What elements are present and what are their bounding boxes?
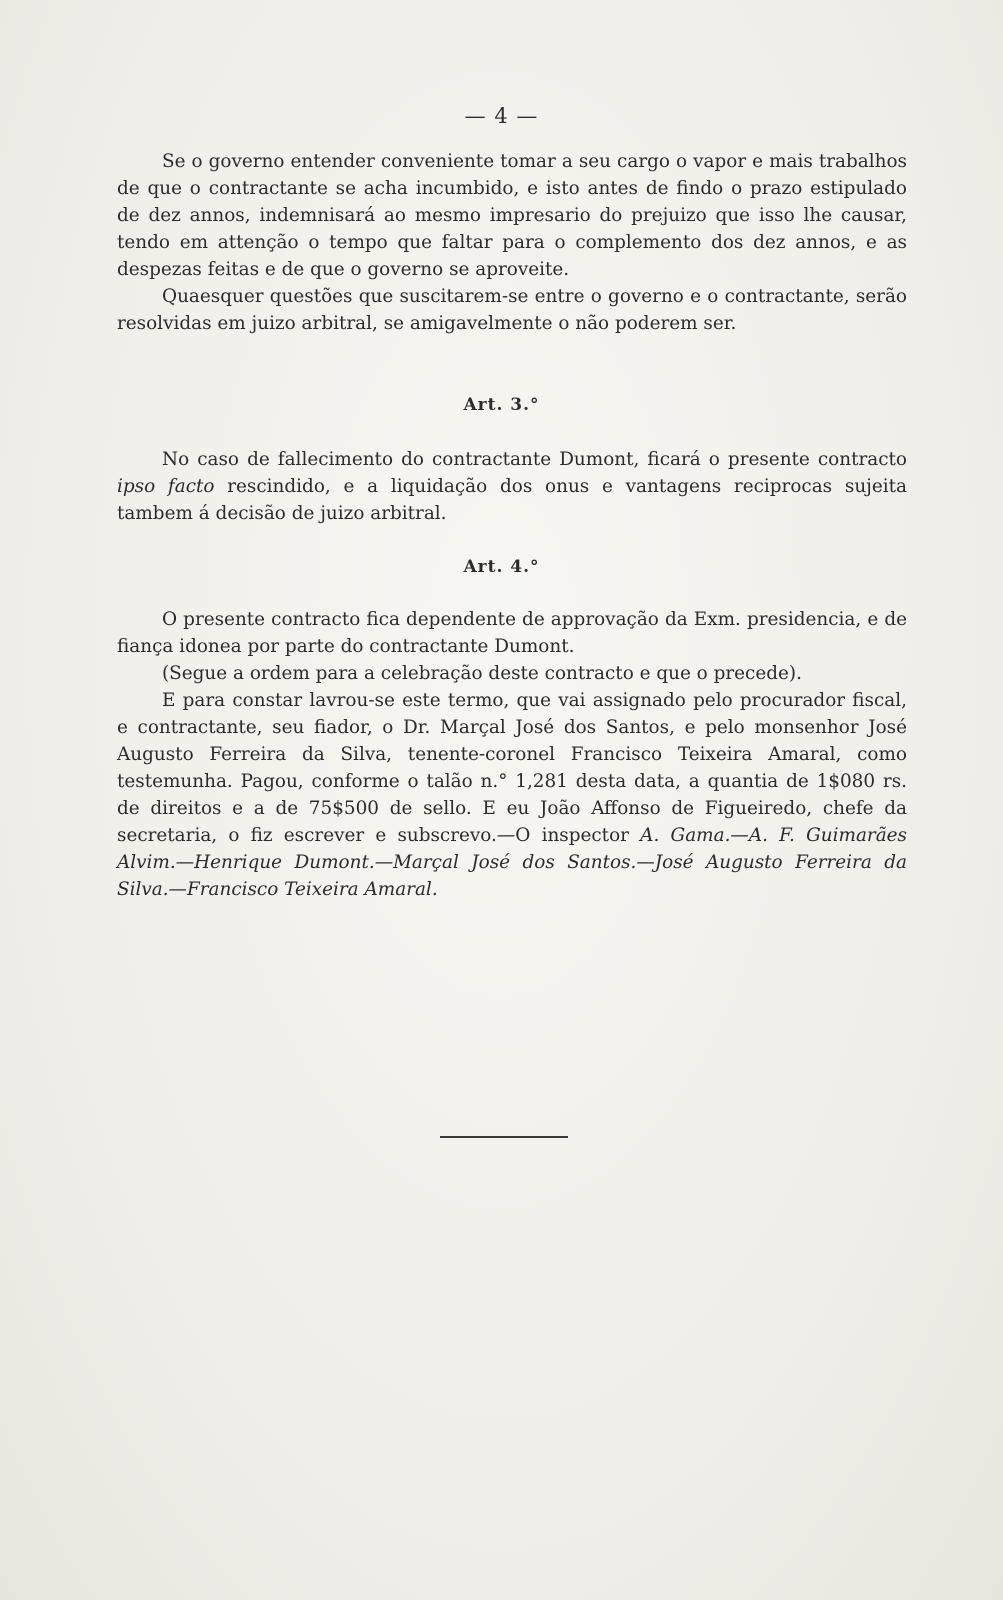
paragraph-constar: E para constar lavrou-se este termo, que vai assignado pelo procurador fiscal, e contractante, seu fiador, o Dr. Marçal José dos Santos, e pelo monsenhor José Augusto Ferreira da Silva, tenente-coronel Francisco Teixeira Amaral, como testemunha. Pagou, conforme o talão n.° 1,281 desta data, a quantia de 1$080 rs. de direitos e a de 75$500 de sello. E eu João Affonso de Figueiredo, chefe da secretaria, o fiz escrever e subscrevo.—O inspector A. Gama.—A. F. Guimarães Alvim.—Henrique Dumont.—Marçal José dos Santos.—José Augusto Ferreira da Silva.—Francisco Teixeira Amaral.	[117, 690, 907, 900]
section-art4	[117, 606, 907, 903]
signature-gama: A. Gama.—	[640, 825, 749, 846]
paragraph-governo: Se o governo entender conveniente tomar a seu cargo o vapor e mais trabalhos de que o contractante se acha incumbido, e isto antes de findo o prazo estipulado de dez annos, indemnisará ao mesmo impresario do prejuizo que isso lhe causar, tendo em attenção o tempo que faltar para o complemento dos dez annos, e as despezas feitas e de que o governo se aproveite.	[117, 151, 907, 280]
section-intro	[117, 148, 907, 337]
signature-silva: José Augusto Ferreira da Silva.—	[117, 852, 907, 900]
section-art3	[117, 446, 907, 527]
signature-dumont: Henrique Dumont.—	[194, 852, 394, 873]
article-4-heading: Art. 4.°	[463, 557, 540, 577]
signature-alvim: A. F. Guimarães Alvim.—	[117, 825, 907, 873]
paragraph-segue: (Segue a ordem para a celebração deste contracto e que o precede).	[162, 663, 802, 684]
paragraph-fallecimento: No caso de fallecimento do contractante Dumont, ficará o presente contracto ipso facto rescindido, e a liquidação dos onus e vantagens reciprocas sujeita tambem á decisão de juizo arbitral.	[117, 449, 907, 524]
page-number: — 4 —	[464, 104, 539, 128]
signature-santos: Marçal José dos Santos.—	[393, 852, 655, 873]
paragraph-questoes: Quaesquer questões que suscitarem-se entre o governo e o contractante, serão resolvidas em juizo arbitral, se amigavelmente o não poderem ser.	[117, 286, 907, 334]
italic-ipso-facto: ipso facto	[117, 476, 215, 497]
article-3-heading: Art. 3.°	[463, 395, 540, 415]
signature-amaral: Francisco Teixeira Amaral.	[186, 879, 438, 900]
closing-rule	[440, 1136, 568, 1138]
paragraph-approvacao: O presente contracto fica dependente de approvação da Exm. presidencia, e de fiança idonea por parte do contractante Dumont.	[117, 609, 907, 657]
